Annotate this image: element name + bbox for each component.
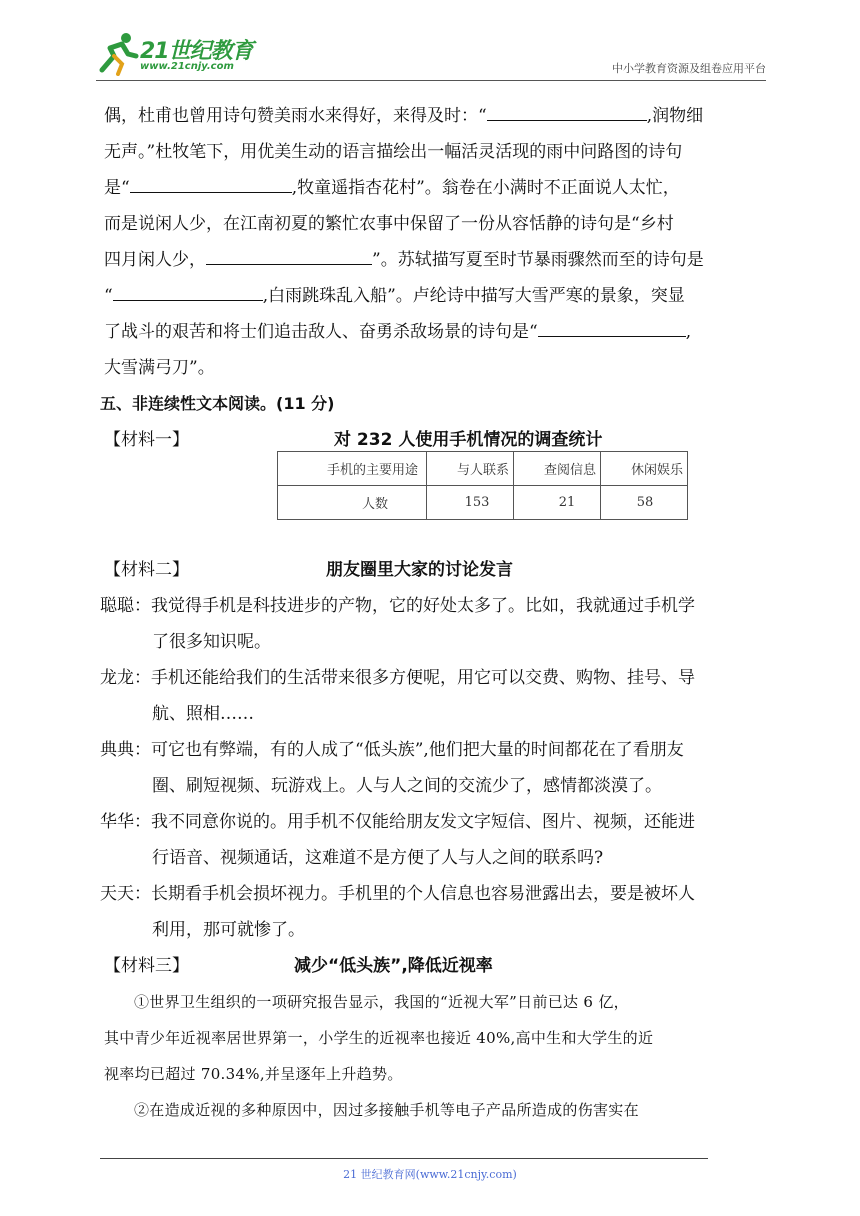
paragraph-line: ②在造成近视的多种原因中，因过多接触手机等电子产品所造成的伤害实在 — [134, 1101, 639, 1119]
page-footer[interactable]: 21 世纪教育网(www.21cnjy.com) — [343, 1168, 517, 1181]
material-title: 对 232 人使用手机情况的调查统计 — [334, 430, 603, 450]
dialogue-list — [100, 588, 772, 948]
material-label: 【材料三】 — [104, 956, 189, 976]
logo-url: www.21cnjy.com — [140, 61, 234, 72]
text-line: 是“ ,牧童遥指杏花村”。翁卷在小满时不正面说人太忙， — [104, 170, 772, 206]
logo-text: 21世纪教育 — [140, 39, 253, 64]
material-label: 【材料一】 — [104, 430, 189, 450]
material-label: 【材料二】 — [104, 560, 189, 580]
site-logo — [96, 30, 266, 78]
paragraph-line: ①世界卫生组织的一项研究报告显示，我国的“近视大军”日前已达 6 亿， — [134, 993, 629, 1011]
material3-header — [104, 948, 772, 984]
paragraph-line: 其中青少年近视率居世界第一，小学生的近视率也接近 40%,高中生和大学生的近 — [104, 1029, 654, 1047]
page-header — [96, 30, 766, 78]
table-cell: 21 — [514, 486, 601, 520]
text-line: “ ,白雨跳珠乱入船”。卢纶诗中描写大雪严寒的景象，突显 — [104, 278, 772, 314]
text-line: 大雪满弓刀”。 — [104, 358, 215, 378]
material-title: 朋友圈里大家的讨论发言 — [326, 560, 513, 580]
document-body-continued — [100, 552, 772, 1128]
paragraph-line: 视率均已超过 70.34%,并呈逐年上升趋势。 — [104, 1065, 403, 1083]
answer-blank[interactable] — [538, 314, 686, 337]
survey-table — [277, 451, 688, 520]
footer-divider — [100, 1158, 708, 1159]
document-body — [100, 98, 772, 458]
answer-blank[interactable] — [113, 278, 263, 301]
header-divider — [96, 80, 766, 81]
text-line: 无声。”杜牧笔下，用优美生动的语言描绘出一幅活灵活现的雨中问路图的诗句 — [104, 142, 683, 162]
material3-body — [104, 984, 772, 1128]
runner-logo-icon — [96, 30, 140, 76]
table-header-cell: 查阅信息 — [514, 452, 601, 486]
material-title: 减少“低头族”,降低近视率 — [294, 956, 493, 976]
table-header-cell: 手机的主要用途 — [278, 452, 427, 486]
table-row — [278, 486, 688, 520]
material2-header — [104, 552, 772, 588]
answer-blank[interactable] — [130, 170, 292, 193]
dialogue-item: 华华：我不同意你说的。用手机不仅能给朋友发文字短信、图片、视频，还能进 行语音、视频通话，这难道不是方便了人与人之间的联系吗? — [100, 812, 695, 868]
answer-blank[interactable] — [206, 242, 372, 265]
answer-blank[interactable] — [487, 98, 647, 121]
table-cell: 153 — [427, 486, 514, 520]
table-header-cell: 与人联系 — [427, 452, 514, 486]
text-line: 四月闲人少， ”。苏轼描写夏至时节暴雨骤然而至的诗句是 — [104, 242, 772, 278]
table-header-cell: 休闲娱乐 — [601, 452, 688, 486]
section-heading: 五、非连续性文本阅读。(11 分) — [100, 394, 335, 413]
dialogue-item: 天天：长期看手机会损坏视力。手机里的个人信息也容易泄露出去，要是被坏人 利用，那可就惨了。 — [100, 884, 695, 940]
header-platform-text: 中小学教育资源及组卷应用平台 — [612, 62, 766, 75]
text-line: 了战斗的艰苦和将士们追击敌人、奋勇杀敌场景的诗句是“ , — [104, 314, 772, 350]
text-line: 偶，杜甫也曾用诗句赞美雨水来得好，来得及时：“ ,润物细 — [104, 98, 772, 134]
dialogue-item: 聪聪：我觉得手机是科技进步的产物，它的好处太多了。比如，我就通过手机学 了很多知识呢。 — [100, 596, 695, 652]
dialogue-item: 龙龙：手机还能给我们的生活带来很多方便呢，用它可以交费、购物、挂号、导 航、照相…… — [100, 668, 695, 724]
table-row-label: 人数 — [278, 486, 427, 520]
dialogue-item: 典典：可它也有弊端，有的人成了“低头族”,他们把大量的时间都花在了看朋友 圈、刷短视频、玩游戏上。人与人之间的交流少了，感情都淡漠了。 — [100, 740, 684, 796]
text-line: 而是说闲人少，在江南初夏的繁忙农事中保留了一份从容恬静的诗句是“乡村 — [104, 214, 674, 234]
table-row — [278, 452, 688, 486]
table-cell: 58 — [601, 486, 688, 520]
